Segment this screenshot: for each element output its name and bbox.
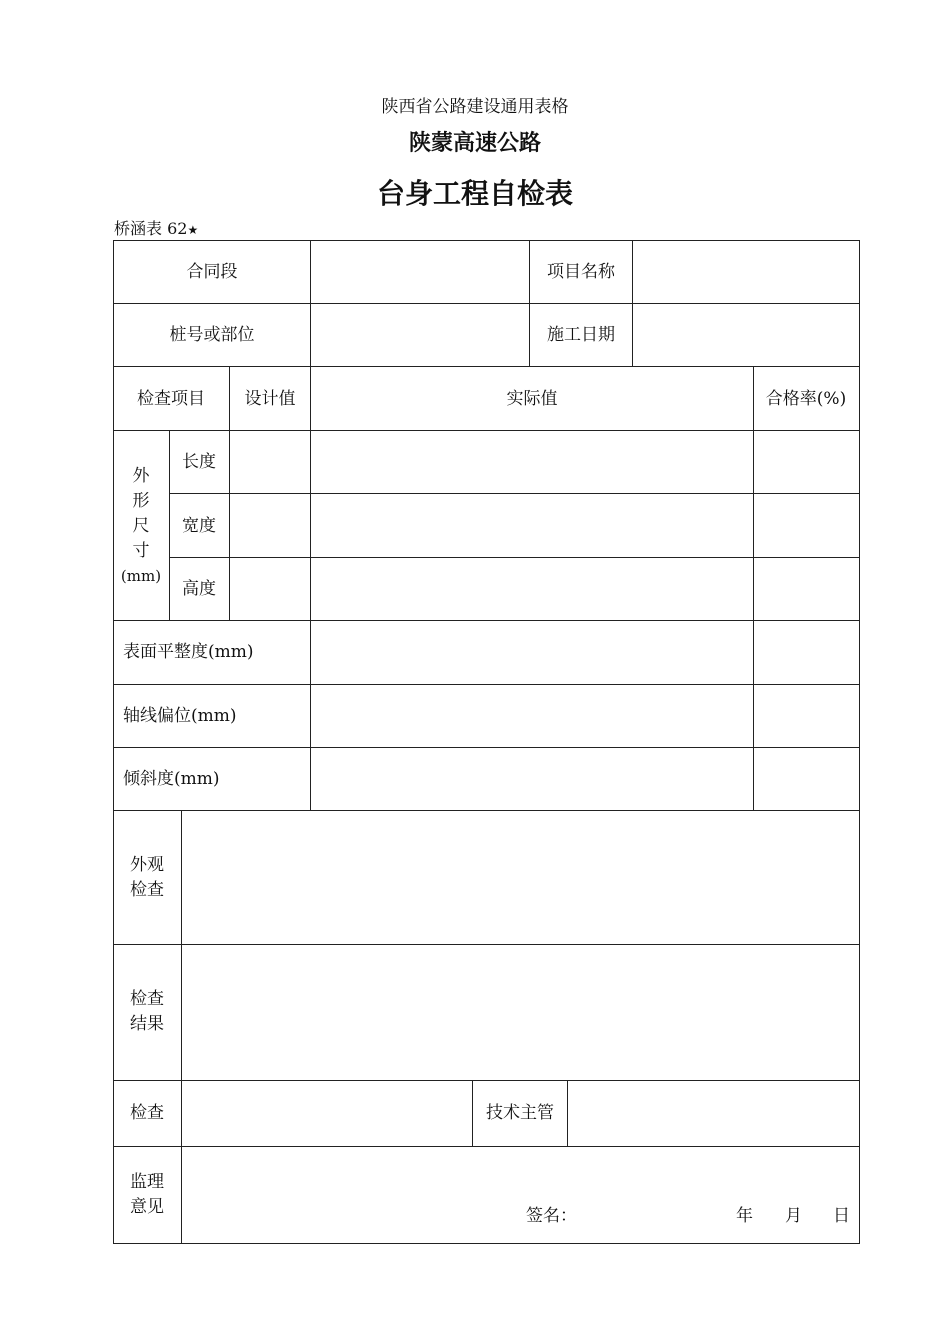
station-label: 桩号或部位 bbox=[169, 325, 255, 345]
result-label-line-2: 结果 bbox=[130, 1014, 164, 1034]
form-org-title: 陕西省公路建设通用表格 bbox=[381, 97, 569, 117]
column-pass-rate-label: 合格率(%) bbox=[765, 389, 847, 409]
axis-offset-rate-cell[interactable] bbox=[753, 684, 860, 748]
column-design-label: 设计值 bbox=[244, 389, 296, 409]
flatness-label: 表面平整度(mm) bbox=[123, 642, 254, 662]
form-number bbox=[114, 216, 198, 239]
dims-group-char-1: 外 bbox=[132, 466, 150, 486]
star-icon: ★ bbox=[187, 223, 199, 237]
dims-row-height-actual[interactable] bbox=[310, 557, 754, 621]
dims-length-label: 长度 bbox=[182, 452, 216, 472]
inspector-value-cell[interactable] bbox=[181, 1080, 473, 1147]
axis-offset-actual-cell[interactable] bbox=[310, 684, 754, 748]
day-label: 日 bbox=[833, 1206, 850, 1226]
dims-width-label: 宽度 bbox=[182, 516, 216, 536]
flatness-rate-cell[interactable] bbox=[753, 620, 860, 685]
tech-lead-value-cell[interactable] bbox=[567, 1080, 860, 1147]
tilt-label: 倾斜度(mm) bbox=[123, 769, 220, 789]
dims-group-char-4: 寸 bbox=[132, 541, 150, 561]
month-label: 月 bbox=[785, 1206, 802, 1226]
project-name-value-cell[interactable] bbox=[632, 240, 860, 304]
supervision-value-cell[interactable] bbox=[181, 1146, 860, 1244]
contract-label: 合同段 bbox=[186, 262, 238, 282]
form-title: 台身工程自检表 bbox=[376, 177, 573, 210]
dims-row-height-design[interactable] bbox=[229, 557, 311, 621]
supervision-label-line-1: 监理 bbox=[130, 1172, 164, 1192]
project-name-label: 项目名称 bbox=[547, 262, 615, 282]
dims-row-width-actual[interactable] bbox=[310, 493, 754, 558]
contract-value-cell[interactable] bbox=[310, 240, 530, 304]
dims-row-length-actual[interactable] bbox=[310, 430, 754, 494]
year-label: 年 bbox=[736, 1206, 753, 1226]
axis-offset-label: 轴线偏位(mm) bbox=[123, 706, 237, 726]
column-actual-label: 实际值 bbox=[506, 389, 558, 409]
appearance-value-cell[interactable] bbox=[181, 810, 860, 945]
appearance-label-line-2: 检查 bbox=[130, 880, 164, 900]
result-value-cell[interactable] bbox=[181, 944, 860, 1081]
appearance-label-line-1: 外观 bbox=[130, 855, 164, 875]
inspector-label: 检查 bbox=[130, 1103, 164, 1123]
tilt-actual-cell[interactable] bbox=[310, 747, 754, 811]
project-title: 陕蒙高速公路 bbox=[408, 131, 541, 156]
dims-row-width-rate[interactable] bbox=[753, 493, 860, 558]
result-label-line-1: 检查 bbox=[130, 989, 164, 1009]
dims-row-length-design[interactable] bbox=[229, 430, 311, 494]
date-value-cell[interactable] bbox=[632, 303, 860, 367]
dims-group-unit: (mm) bbox=[120, 567, 162, 585]
dims-group-char-2: 形 bbox=[132, 491, 150, 511]
construction-date-label: 施工日期 bbox=[547, 325, 615, 345]
signature-label: 签名： bbox=[526, 1206, 577, 1226]
dims-row-height-rate[interactable] bbox=[753, 557, 860, 621]
flatness-actual-cell[interactable] bbox=[310, 620, 754, 685]
dims-group-char-3: 尺 bbox=[132, 516, 150, 536]
station-value-cell[interactable] bbox=[310, 303, 530, 367]
tech-lead-label: 技术主管 bbox=[486, 1103, 554, 1123]
supervision-label-line-2: 意见 bbox=[130, 1197, 164, 1217]
dims-row-length-rate[interactable] bbox=[753, 430, 860, 494]
dims-height-label: 高度 bbox=[182, 579, 216, 599]
form-number-text: 桥涵表 62 bbox=[114, 219, 188, 238]
dims-row-width-design[interactable] bbox=[229, 493, 311, 558]
tilt-rate-cell[interactable] bbox=[753, 747, 860, 811]
column-item-label: 检查项目 bbox=[137, 389, 205, 409]
